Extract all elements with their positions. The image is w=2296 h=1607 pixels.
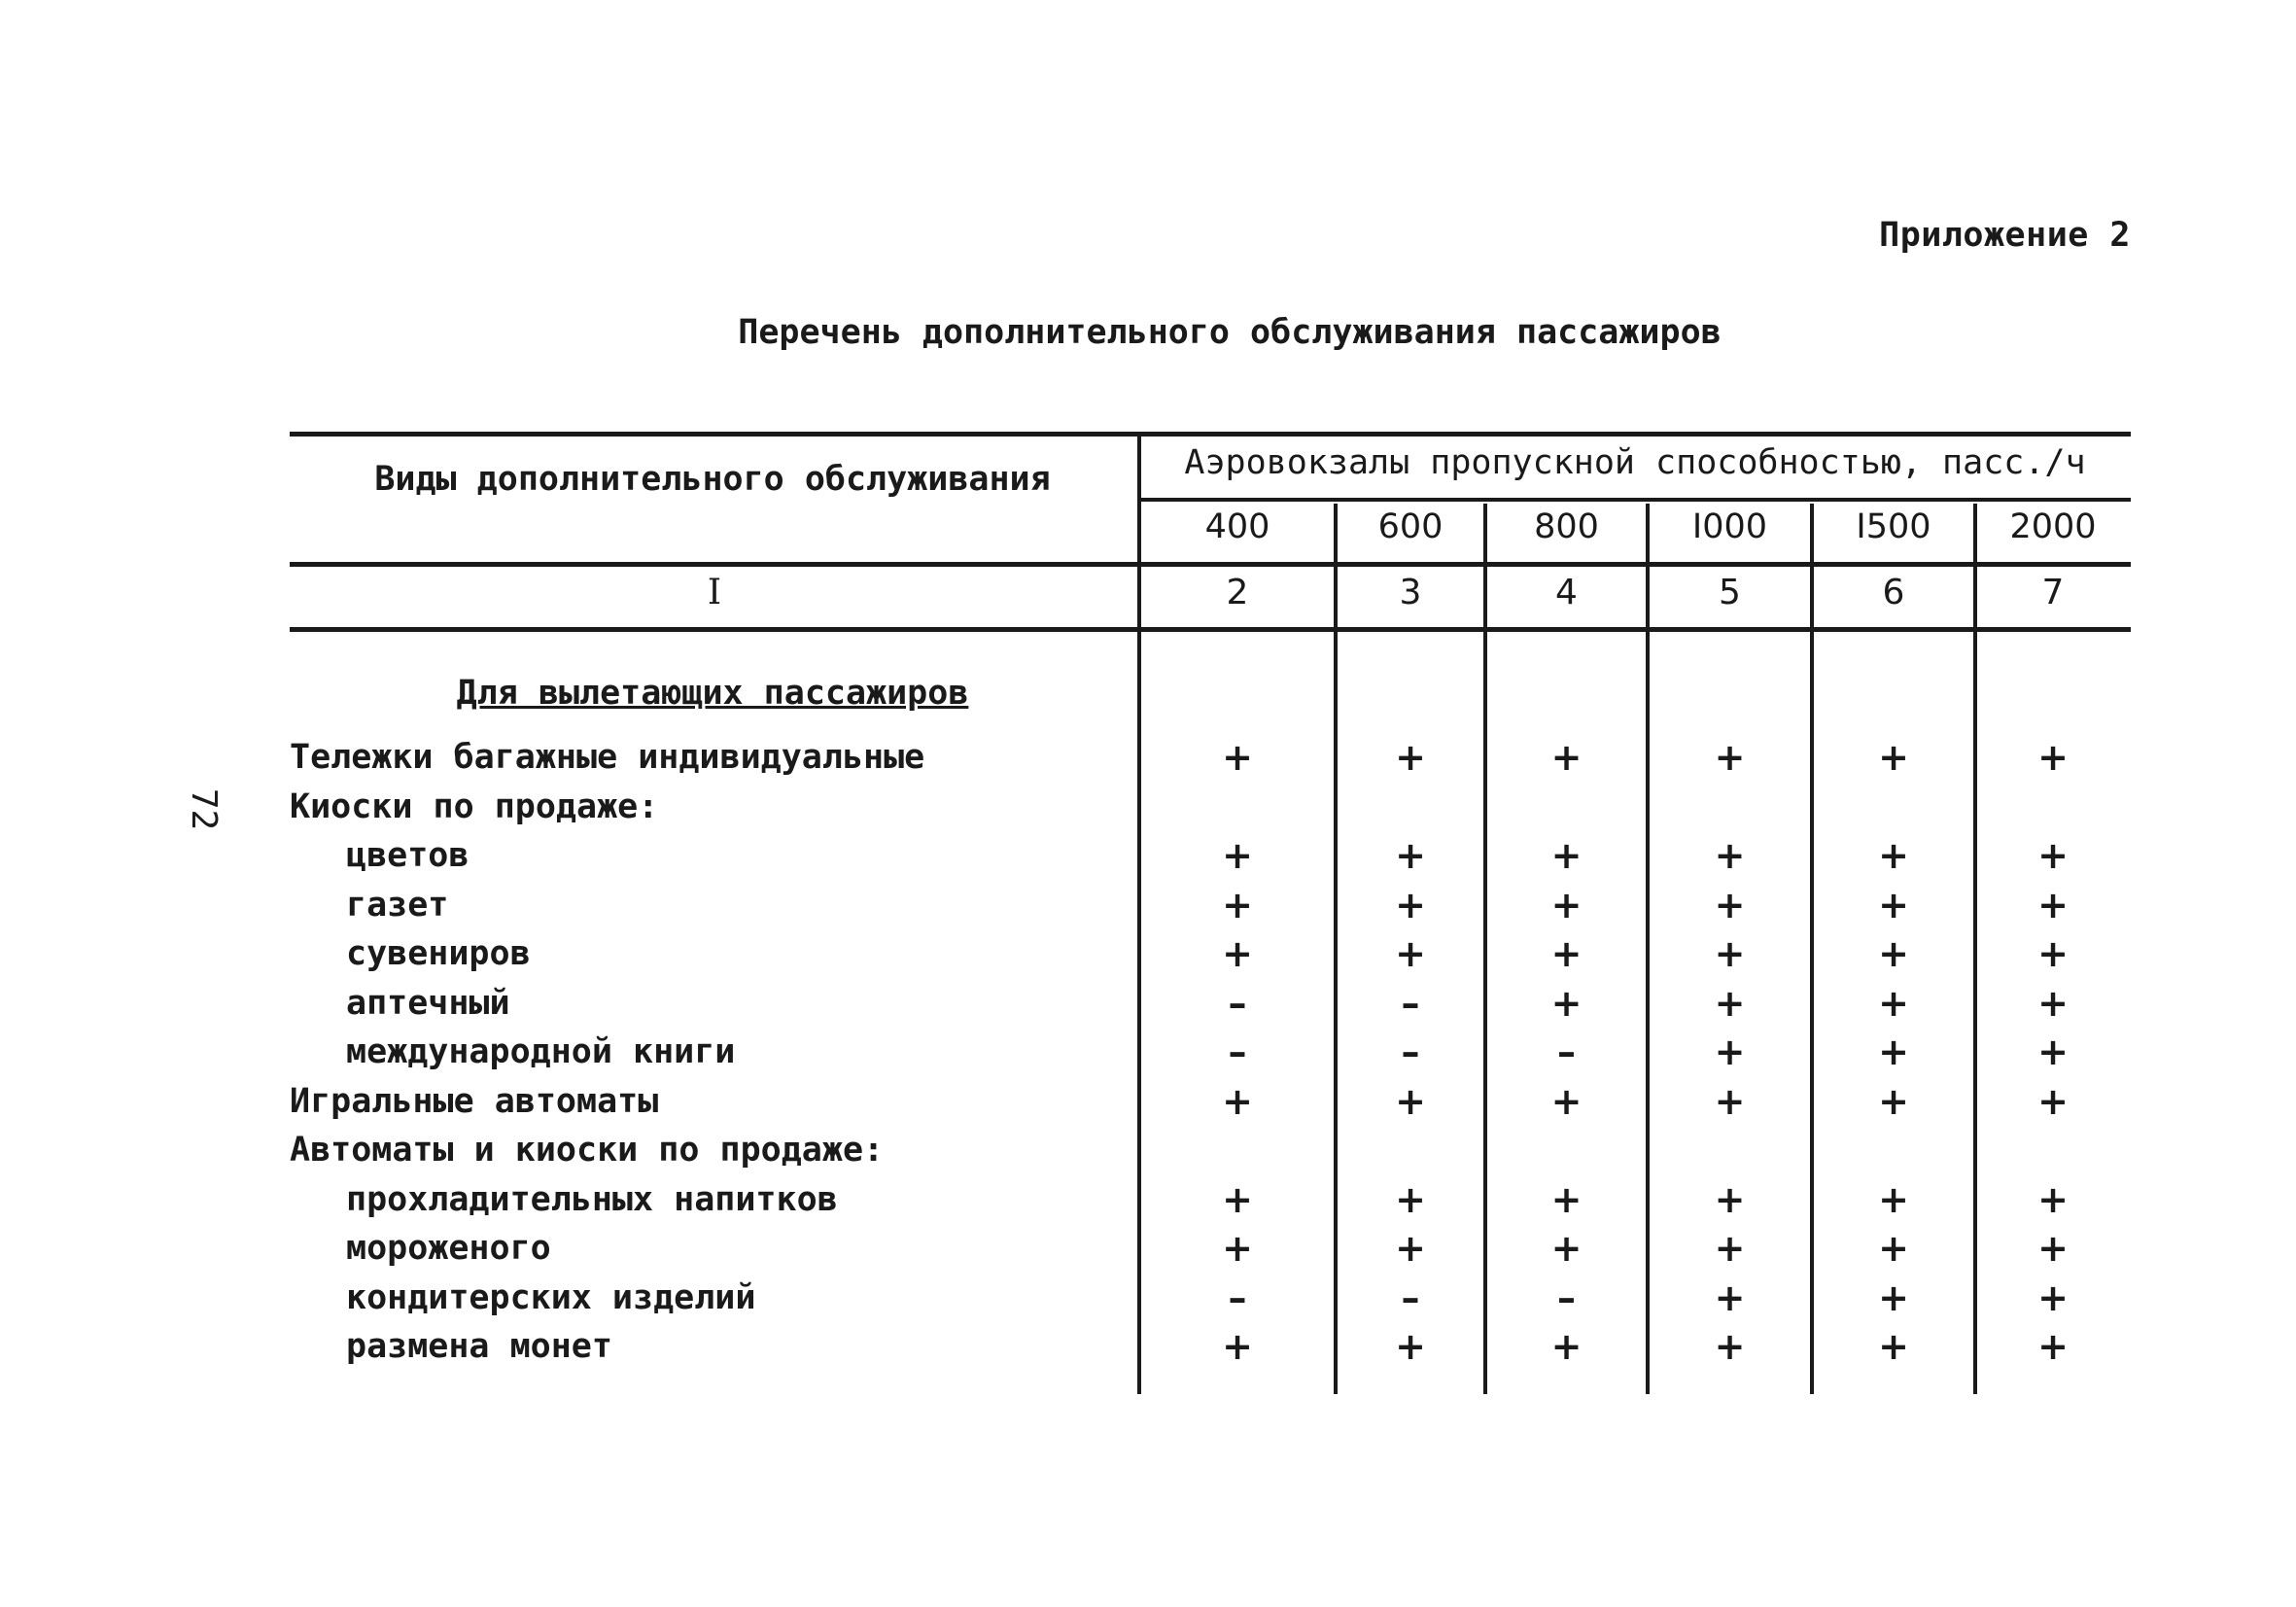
availability-mark: + <box>2037 1227 2069 1270</box>
availability-mark: + <box>1222 1080 1253 1123</box>
availability-mark: + <box>1395 1080 1426 1123</box>
availability-mark: + <box>1878 884 1909 926</box>
row-label: размена монет <box>346 1327 612 1366</box>
availability-mark: – <box>1557 1031 1576 1073</box>
row-label: Автоматы и киоски по продаже: <box>290 1131 885 1170</box>
availability-mark: + <box>1395 1227 1426 1270</box>
availability-mark: + <box>1878 1031 1909 1073</box>
capacity-header: 2000 <box>2009 507 2097 546</box>
availability-mark: + <box>1395 1325 1426 1368</box>
availability-mark: + <box>1395 834 1426 877</box>
availability-mark: + <box>1222 834 1253 877</box>
availability-mark: + <box>1878 736 1909 779</box>
availability-mark: + <box>1550 1080 1583 1123</box>
table-top-rule <box>290 432 2131 437</box>
availability-mark: + <box>1550 1325 1583 1368</box>
column-numbers-rule <box>290 627 2131 632</box>
availability-mark: + <box>1550 1227 1583 1270</box>
availability-mark: + <box>1878 834 1909 877</box>
availability-mark: + <box>1395 736 1426 779</box>
availability-mark: + <box>1878 1178 1909 1221</box>
capacity-header: 800 <box>1534 507 1599 546</box>
availability-mark: + <box>2037 1080 2069 1123</box>
row-label: Тележки багажные индивидуальные <box>290 738 925 777</box>
column-number: 5 <box>1719 573 1741 612</box>
appendix-label: Приложение 2 <box>1879 216 2131 255</box>
availability-mark: + <box>1550 932 1583 975</box>
availability-mark: + <box>1714 736 1746 779</box>
availability-mark: + <box>2037 1325 2069 1368</box>
availability-mark: – <box>1228 1276 1247 1319</box>
availability-mark: + <box>1714 1227 1746 1270</box>
availability-mark: + <box>1550 982 1583 1025</box>
capacity-header: I500 <box>1856 507 1931 546</box>
availability-mark: + <box>2037 1178 2069 1221</box>
availability-mark: + <box>1878 932 1909 975</box>
availability-mark: + <box>1878 982 1909 1025</box>
availability-mark: – <box>1401 1031 1420 1073</box>
column-number: 6 <box>1882 573 1905 612</box>
row-label: международной книги <box>346 1032 736 1071</box>
column-number: I <box>707 573 722 612</box>
row-label: Киоски по продаже: <box>290 787 659 826</box>
availability-mark: + <box>1714 834 1746 877</box>
row-label: кондитерских изделий <box>346 1278 756 1317</box>
availability-mark: + <box>1714 932 1746 975</box>
availability-mark: – <box>1228 1031 1247 1073</box>
availability-mark: + <box>1714 1325 1746 1368</box>
availability-mark: + <box>1222 1227 1253 1270</box>
availability-mark: + <box>2037 884 2069 926</box>
availability-mark: + <box>1714 1178 1746 1221</box>
availability-mark: + <box>1714 982 1746 1025</box>
availability-mark: + <box>2037 736 2069 779</box>
availability-mark: + <box>1714 1031 1746 1073</box>
header-bottom-rule <box>290 562 2131 567</box>
header-service-types: Виды дополнительного обслуживания <box>374 460 1051 499</box>
page-number: 72 <box>184 787 225 831</box>
column-number: 4 <box>1555 573 1578 612</box>
availability-mark: + <box>1222 1325 1253 1368</box>
row-label: газет <box>346 886 449 925</box>
availability-mark: + <box>1714 884 1746 926</box>
row-label: прохладительных напитков <box>346 1180 838 1219</box>
header-capacity: Аэровокзалы пропускной способностью, пасс./ч <box>1184 443 2086 482</box>
availability-mark: + <box>1222 932 1253 975</box>
availability-mark: + <box>2037 932 2069 975</box>
row-label: Игральные автоматы <box>290 1082 659 1121</box>
capacity-header: 400 <box>1204 507 1270 546</box>
availability-mark: + <box>1550 884 1583 926</box>
availability-mark: – <box>1401 1276 1420 1319</box>
availability-mark: + <box>2037 834 2069 877</box>
availability-mark: + <box>1714 1080 1746 1123</box>
availability-mark: + <box>1878 1080 1909 1123</box>
availability-mark: – <box>1228 982 1247 1025</box>
availability-mark: + <box>2037 1031 2069 1073</box>
page-title: Перечень дополнительного обслуживания пассажиров <box>738 313 1722 352</box>
availability-mark: + <box>1550 834 1583 877</box>
availability-mark: + <box>1550 1178 1583 1221</box>
capacity-rule <box>1139 498 2131 502</box>
availability-mark: + <box>1878 1227 1909 1270</box>
availability-mark: + <box>1222 1178 1253 1221</box>
availability-mark: + <box>1878 1325 1909 1368</box>
availability-mark: + <box>1395 884 1426 926</box>
availability-mark: + <box>1222 736 1253 779</box>
availability-mark: + <box>2037 982 2069 1025</box>
availability-mark: – <box>1557 1276 1576 1319</box>
column-number: 7 <box>2041 573 2065 612</box>
row-label: аптечный <box>346 984 510 1023</box>
availability-mark: + <box>1222 884 1253 926</box>
availability-mark: + <box>1395 1178 1426 1221</box>
column-number: 2 <box>1226 573 1249 612</box>
availability-mark: + <box>1550 736 1583 779</box>
row-label: сувениров <box>346 934 531 973</box>
availability-mark: + <box>1395 932 1426 975</box>
availability-mark: – <box>1401 982 1420 1025</box>
capacity-header: I000 <box>1691 507 1768 546</box>
column-number: 3 <box>1399 573 1422 612</box>
section-title: Для вылетающих пассажиров <box>456 674 969 713</box>
row-label: цветов <box>346 836 470 875</box>
availability-mark: + <box>1714 1276 1746 1319</box>
capacity-header: 600 <box>1377 507 1444 546</box>
row-label: мороженого <box>346 1229 551 1268</box>
availability-mark: + <box>2037 1276 2069 1319</box>
availability-mark: + <box>1878 1276 1909 1319</box>
